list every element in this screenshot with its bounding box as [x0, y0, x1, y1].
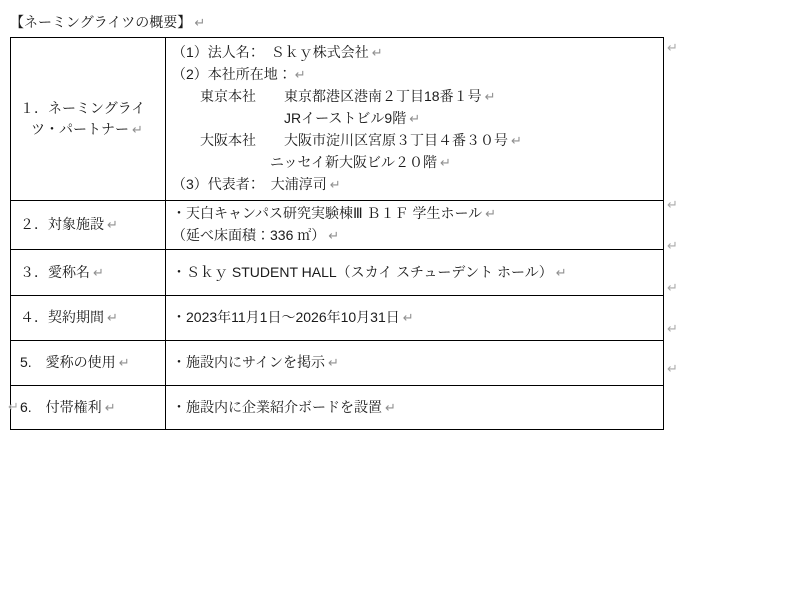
end-of-row-mark-icon: ↵ — [667, 281, 678, 296]
return-mark-icon: ↵ — [328, 356, 339, 371]
row-content-cell — [166, 38, 664, 201]
return-mark-icon: ↵ — [107, 218, 118, 233]
return-mark-icon: ↵ — [385, 400, 396, 416]
row-label — [20, 98, 161, 141]
content-line — [172, 130, 659, 152]
document-title-line — [10, 12, 205, 34]
table-row-nickname-usage — [11, 341, 664, 386]
end-of-row-mark-icon: ↵ — [667, 239, 678, 254]
row-content-cell — [166, 386, 664, 430]
content-line-text: ・施設内に企業紹介ボードを設置 — [172, 398, 382, 415]
row-content-cell — [166, 341, 664, 386]
content-line — [172, 64, 659, 86]
content-line — [172, 307, 659, 329]
row-content-cell — [166, 201, 664, 250]
table-row-nickname — [11, 250, 664, 296]
return-mark-icon: ↵ — [194, 16, 206, 31]
content-line-text: 東京本社 東京都港区港南２丁目18番１号 — [172, 88, 482, 104]
end-of-row-mark-icon: ↵ — [667, 322, 678, 337]
return-mark-icon: ↵ — [440, 156, 451, 171]
return-mark-icon: ↵ — [104, 400, 116, 416]
row-label-cell — [11, 296, 166, 341]
page-title: 【ネーミングライツの概要】 — [10, 14, 192, 30]
row-label — [20, 352, 162, 374]
return-mark-icon: ↵ — [132, 122, 143, 138]
return-mark-icon: ↵ — [328, 229, 340, 244]
content-line-text: （1）法人名： Ｓｋｙ株式会社 — [172, 44, 369, 60]
content-line-text: （延べ床面積：336 ㎡） — [172, 227, 326, 243]
return-mark-icon: ↵ — [409, 112, 421, 127]
table-row-ancillary-rights — [11, 386, 664, 430]
content-line-text: （2）本社所在地： — [172, 66, 292, 82]
content-line — [172, 108, 659, 130]
row-label — [20, 397, 162, 419]
row-label-text: 6. 付帯権利 — [20, 398, 102, 415]
row-content-cell — [166, 250, 664, 296]
content-line-text: JRイーストビル9階 — [172, 110, 407, 126]
row-label-cell — [11, 386, 166, 430]
row-label-text: ２．対象施設 — [20, 216, 104, 232]
return-mark-icon: ↵ — [118, 356, 130, 371]
row-label — [20, 214, 162, 236]
row-label — [20, 307, 162, 329]
return-mark-icon: ↵ — [555, 265, 567, 281]
return-mark-icon: ↵ — [485, 207, 497, 222]
end-of-row-mark-icon: ↵ — [667, 41, 678, 56]
content-line-text: ・Ｓｋｙ STUDENT HALL（スカイ スチューデント ホール） — [172, 263, 553, 280]
end-of-row-mark-icon: ↵ — [667, 362, 678, 377]
end-of-row-mark-icon: ↵ — [667, 198, 678, 213]
content-line-text: （3）代表者： 大浦淳司 — [172, 176, 327, 192]
content-line — [172, 225, 659, 247]
content-line-text: ・施設内にサインを掲示 — [172, 354, 326, 370]
row-label-text: １．ネーミングライツ・パートナー — [20, 99, 146, 137]
return-mark-icon: ↵ — [294, 68, 306, 83]
content-line — [172, 352, 659, 374]
row-label-cell — [11, 250, 166, 296]
content-line-text: ・天白キャンパス研究実験棟Ⅲ Ｂ１Ｆ 学生ホール — [172, 205, 483, 221]
return-mark-icon: ↵ — [371, 46, 383, 61]
row-label-cell — [11, 38, 166, 201]
return-mark-icon: ↵ — [511, 134, 522, 149]
content-line-text: ニッセイ新大阪ビル２０階 — [172, 154, 438, 170]
content-line — [172, 203, 659, 225]
table-row-contract-period — [11, 296, 664, 341]
table-row-target-facility — [11, 201, 664, 250]
row-label — [20, 262, 162, 284]
content-line-text: 大阪本社 大阪市淀川区宮原３丁目４番３０号 — [172, 132, 508, 148]
content-line — [172, 174, 659, 196]
row-label-text: ３．愛称名 — [20, 263, 90, 280]
return-mark-icon: ↵ — [484, 90, 496, 105]
content-line-text: ・2023年11月1日～2026年10月31日 — [172, 309, 400, 325]
content-line — [172, 262, 659, 284]
content-line — [172, 86, 659, 108]
return-mark-icon: ↵ — [329, 178, 341, 193]
content-line — [172, 152, 659, 174]
end-of-document-paragraph-mark-icon: ↵ — [8, 400, 19, 415]
content-line — [172, 397, 659, 419]
return-mark-icon: ↵ — [107, 311, 118, 326]
table-row-naming-rights-partner — [11, 38, 664, 201]
row-content-cell — [166, 296, 664, 341]
row-label-cell — [11, 201, 166, 250]
return-mark-icon: ↵ — [93, 265, 104, 281]
naming-rights-overview-table — [10, 37, 664, 430]
content-line — [172, 42, 659, 64]
return-mark-icon: ↵ — [402, 311, 414, 326]
row-label-text: ４．契約期間 — [20, 309, 104, 325]
row-label-text: 5. 愛称の使用 — [20, 354, 116, 370]
row-label-cell — [11, 341, 166, 386]
